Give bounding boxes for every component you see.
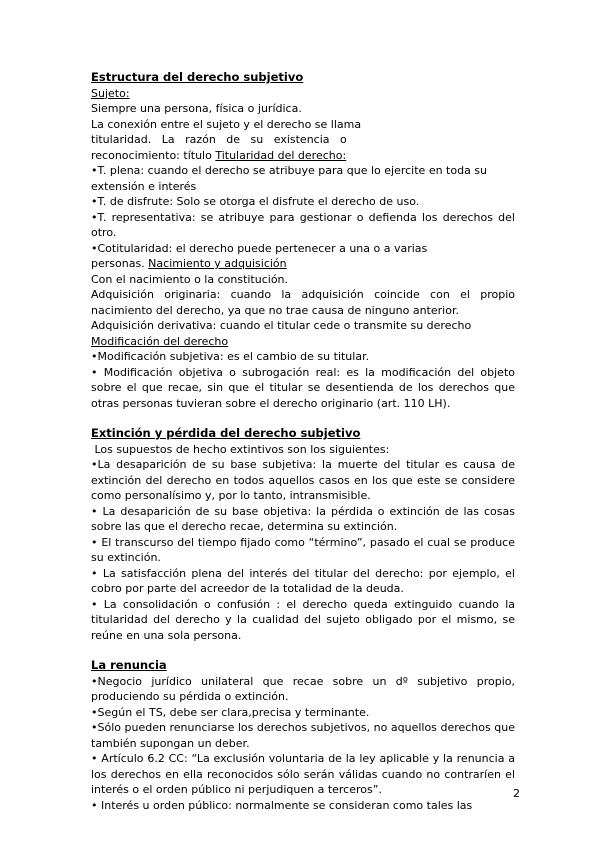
paragraph-line: La conexión entre el sujeto y el derecho se llama — [91, 117, 362, 131]
list-item: •T. plena: cuando el derecho se atribuye para que lo ejercite en toda su extensión e interés — [91, 164, 488, 193]
list-item: •La desaparición de su base subjetiva: la muerte del titular es causa de extinción del derecho en todos aquellos casos en los que este se considere como personalísimo y, por lo tanto, intransmisible. — [91, 458, 515, 502]
list-item: •Cotitularidad: el derecho puede pertenecer a una o a varias — [91, 241, 428, 255]
paragraph-line: Adquisición derivativa: cuando el titular cede o transmite su derecho — [91, 319, 472, 332]
titularidad-subheading: Titularidad del derecho: — [215, 148, 347, 162]
sujeto-label: Sujeto: — [91, 86, 130, 100]
modificacion-subheading: Modificación del derecho — [91, 334, 229, 348]
paragraph: Adquisición originaria: cuando la adquisición coincide con el propio nacimiento del derecho, ya que no trae causa de ninguno anterior. — [91, 288, 515, 317]
list-item: • Modificación objetiva o subrogación real: es la modificación del objeto sobre el que recae, sin que el titular se desentienda de los derechos que otras personas tuvieran sobre el derecho originario (art. 110 LH). — [91, 365, 515, 410]
section-heading-estructura: Estructura del derecho subjetivo — [91, 70, 304, 84]
nacimiento-subheading: Nacimiento y adquisición — [148, 257, 287, 270]
paragraph-line: Con el nacimiento o la constitución. — [91, 272, 289, 286]
paragraph-line: titularidad. La razón de su existencia o — [91, 133, 347, 146]
list-item: • La desaparición de su base objetiva: la pérdida o extinción de las cosas sobre las que el derecho recae, determina su extinción. — [91, 504, 515, 533]
text-span: personas. — [91, 257, 149, 270]
list-item: •Negocio jurídico unilateral que recae sobre un dº subjetivo propio, produciendo su pérdida o extinción. — [91, 674, 515, 703]
list-item: • La satisfacción plena del interés del titular del derecho: por ejemplo, el cobro por parte del acreedor de la totalidad de la deuda. — [91, 566, 515, 595]
list-item: • Artículo 6.2 CC: “La exclusión voluntaria de la ley aplicable y la renuncia a los derechos en ella reconocidos sólo serán válidas cuando no contraríen el interés o el orden público ni perjudiquen a terceros”. — [91, 752, 515, 796]
paragraph-line — [91, 148, 515, 164]
list-item: • La consolidación o confusión : el derecho queda extinguido cuando la titularidad del derecho y la cualidad del sujeto obligado por el mismo, se reúne en una sola persona. — [91, 597, 515, 642]
document-body — [91, 70, 515, 813]
page-number: 2 — [513, 787, 520, 800]
list-item: •T. representativa: se atribuye para gestionar o defienda los derechos del otro. — [91, 210, 515, 239]
paragraph-line: Siempre una persona, física o jurídica. — [91, 102, 302, 115]
list-item: • Interés u orden público: normalmente se consideran como tales las — [91, 798, 473, 812]
list-item: •Según el TS, debe ser clara,precisa y terminante. — [91, 705, 370, 719]
list-item: •Sólo pueden renunciarse los derechos subjetivos, no aquellos derechos que también supongan un deber. — [91, 721, 515, 750]
section-heading-renuncia: La renuncia — [91, 658, 167, 672]
list-item: •T. de disfrute: Solo se otorga el disfrute el derecho de uso. — [91, 195, 420, 208]
list-item: •Modificación subjetiva: es el cambio de su titular. — [91, 350, 370, 363]
section-heading-extincion: Extinción y pérdida del derecho subjetivo — [91, 426, 361, 440]
paragraph-line: Los supuestos de hecho extintivos son los siguientes: — [91, 442, 390, 456]
text-span: reconocimiento: título — [91, 148, 216, 162]
paragraph-line — [91, 256, 515, 272]
list-item: • El transcurso del tiempo fijado como “término”, pasado el cual se produce su extinción. — [91, 535, 515, 564]
